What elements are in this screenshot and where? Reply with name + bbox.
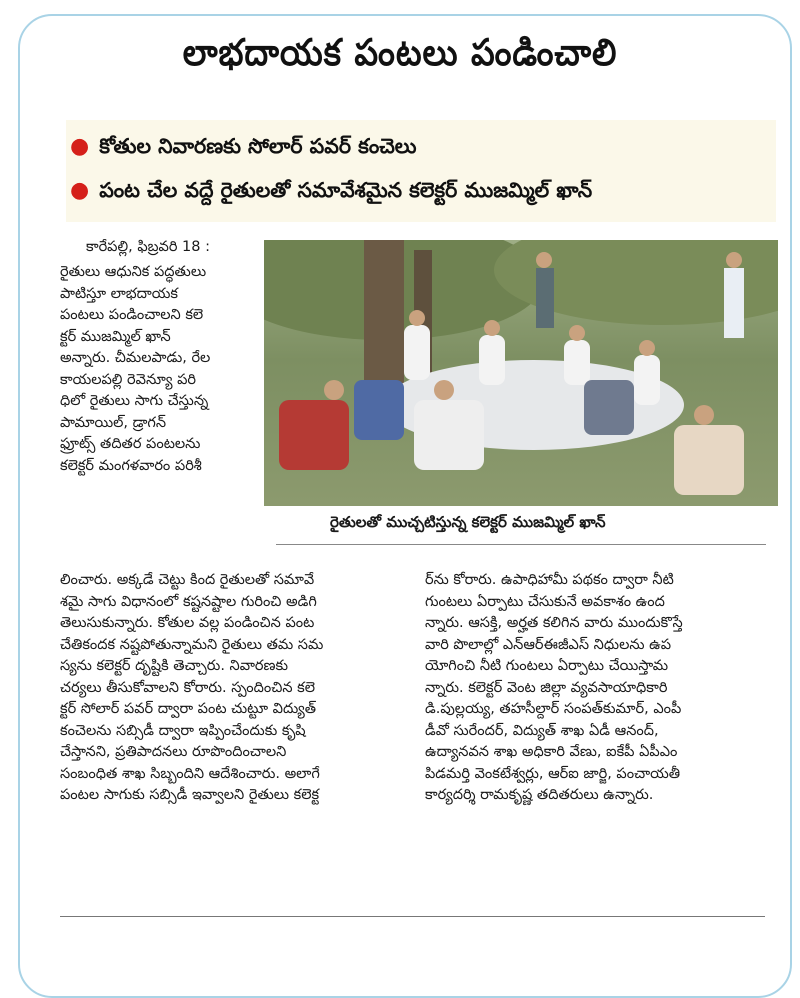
body-line: పామాయిల్, డ్రాగన్ [60, 414, 167, 431]
body-line: తెలుసుకున్నారు. కోతుల వల్ల పండించిన పంట [60, 615, 315, 631]
body-line: కాయలపల్లి రెవెన్యూ పరి [60, 371, 196, 388]
body-line: చేస్తానని, ప్రతిపాదనలు రూపొందించాలని [60, 744, 287, 760]
body-line: పిడమర్తి వెంకటేశ్వర్లు, ఆర్ఐ జార్జి, పంచాయతీ [425, 765, 681, 782]
body-line: పాటిస్తూ లాభదాయక [60, 285, 178, 302]
body-line: శమై సాగు విధానంలో కష్టనష్టాల గురించి అడిగి [60, 593, 317, 610]
body-line: చర్యలు తీసుకోవాలని కోరారు. స్పందించిన కలె [60, 679, 315, 696]
subhead-1-text: కోతుల నివారణకు సోలార్ పవర్ కంచెలు [99, 134, 417, 158]
subhead-2 [70, 178, 592, 207]
body-line: సంబంధిత శాఖ సిబ్బందిని ఆదేశించారు. అలాగే [60, 765, 320, 782]
bullet-icon: ● [70, 134, 90, 159]
caption-rule [276, 544, 766, 545]
news-photo [264, 240, 778, 506]
body-column-2 [60, 570, 405, 807]
body-line: యోగించి నీటి గుంటలు ఏర్పాటు చేయిస్తామ [425, 658, 669, 674]
body-line: డీవో సురేందర్, విద్యుత్ శాఖ ఏడీ ఆనంద్, [425, 722, 659, 739]
body-column-1 [60, 262, 250, 477]
body-line: గుంటలు ఏర్పాటు చేసుకునే అవకాశం ఉంద [425, 593, 665, 610]
body-line: ఉద్యానవన శాఖ అధికారి వేణు, ఐకేపీ ఏపీఎం [425, 744, 678, 760]
body-line: పంటలు పండించాలని కలె [60, 307, 204, 323]
body-line: ఫ్రూట్స్ తదితర పంటలను [60, 436, 201, 452]
body-line: ధిలో రైతులు సాగు చేస్తున్న [60, 393, 209, 409]
body-line: అన్నారు. చీమలపాడు, రేల [60, 350, 211, 366]
body-line: క్టర్ సోలార్ పవర్ ద్వారా పంట చుట్టూ విద్యుత్ [60, 701, 316, 717]
body-line: న్నారు. ఆసక్తి, అర్హత కలిగిన వారు ముందుకొస్తే [425, 615, 683, 631]
body-line: కలెక్టర్ మంగళవారం పరిశీ [60, 457, 202, 474]
body-line: చేతికందక నష్టపోతున్నామని రైతులు తమ సమ [60, 636, 324, 653]
body-line: కంచెలను సబ్సిడీ ద్వారా ఇప్పించేందుకు కృషి [60, 722, 306, 739]
body-line: డి.పుల్లయ్య, తహసీల్దార్ సంపత్‌కుమార్, ఎంపీ [425, 701, 682, 717]
bottom-rule [60, 916, 765, 917]
dateline: కారేపల్లి, ఫిబ్రవరి 18 : [86, 239, 210, 255]
subhead-2-text: పంట చేల వద్దే రైతులతో సమావేశమైన కలెక్టర్ ముజమ్మిల్ ఖాన్ [99, 178, 593, 202]
headline: లాభదాయక పంటలు పండించాలి [182, 30, 618, 74]
body-line: న్నారు. కలెక్టర్ వెంట జిల్లా వ్యవసాయాధికారి [425, 679, 668, 696]
body-line: పంటల సాగుకు సబ్సిడీ ఇవ్వాలని రైతులు కలెక్ట [60, 787, 320, 803]
bullet-icon: ● [70, 178, 90, 203]
body-line: వారి పొలాల్లో ఎన్ఆర్ఈజీఎస్ నిధులను ఉప [425, 636, 672, 653]
body-line: క్టర్ ముజమ్మిల్ ఖాన్ [60, 328, 171, 345]
body-line: ర్‌ను కోరారు. ఉపాధిహామీ పథకం ద్వారా నీటి [425, 572, 674, 588]
body-line: రైతులు ఆధునిక పద్ధతులు [60, 264, 207, 280]
subhead-1 [70, 134, 416, 163]
photo-caption: రైతులతో ముచ్చటిస్తున్న కలెక్టర్ ముజమ్మిల్ ఖాన్ [330, 513, 606, 531]
body-line: లించారు. అక్కడే చెట్టు కింద రైతులతో సమావే [60, 572, 315, 588]
body-line: స్యను కలెక్టర్ దృష్టికి తెచ్చారు. నివారణకు [60, 658, 289, 674]
body-line: కార్యదర్శి రామకృష్ణ తదితరులు ఉన్నారు. [425, 787, 654, 803]
body-column-3 [425, 570, 763, 807]
